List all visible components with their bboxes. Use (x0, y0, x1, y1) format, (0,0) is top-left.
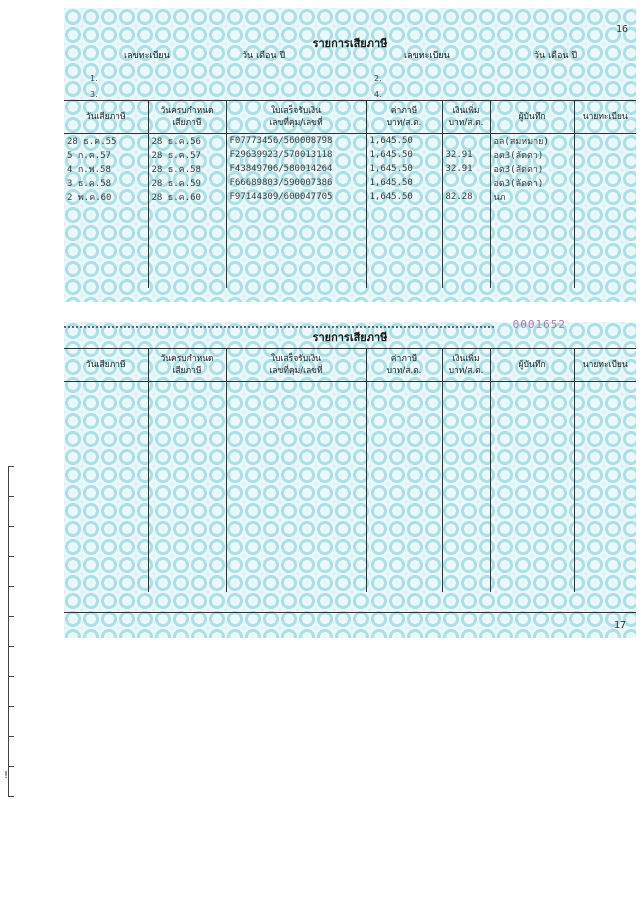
cell-recorder: อด3(ลัดดา) (490, 148, 574, 162)
col-header-registrar: นายทะเบียน (574, 349, 636, 382)
cell-registrar (574, 134, 636, 149)
cell-recorder (490, 218, 574, 232)
cell-recorder (490, 382, 574, 397)
cell-recorder: นภ (490, 190, 574, 204)
cell-paid-date (64, 260, 148, 274)
cell-paid-date (64, 424, 148, 438)
table-row (64, 480, 636, 494)
cell-tax (366, 424, 442, 438)
table-row (64, 246, 636, 260)
reg-header-left: เลขทะเบียน (124, 51, 170, 61)
cell-tax (366, 274, 442, 288)
date-header-right: วัน เดือน ปี (534, 51, 578, 61)
cell-recorder (490, 396, 574, 410)
cell-paid-date: 28 ธ.ค.55 (67, 137, 117, 147)
cell-surcharge (442, 232, 490, 246)
cell-due-date: 28 ธ.ค.59 (148, 176, 226, 190)
cell-receipt (226, 480, 366, 494)
cell-receipt (226, 396, 366, 410)
cell-registrar (574, 536, 636, 550)
margin-tick (8, 616, 14, 617)
cell-recorder (490, 508, 574, 522)
margin-tick (8, 796, 14, 797)
page-title: รายการเสียภาษี (312, 331, 388, 344)
cell-tax (366, 204, 442, 218)
cell-paid-date: 5 ก.ค.57 (67, 151, 111, 161)
table-row (64, 452, 636, 466)
cell-surcharge (442, 578, 490, 592)
cell-tax (366, 396, 442, 410)
tax-table (64, 348, 636, 592)
col-header-recorder: ผู้บันทึก (490, 101, 574, 134)
cell-surcharge (442, 274, 490, 288)
cell-tax (366, 480, 442, 494)
col-header-paid-date: วันเสียภาษี (64, 101, 148, 134)
cell-receipt: F43849706/580014264 (226, 162, 366, 176)
cell-tax (366, 232, 442, 246)
cell-surcharge (442, 466, 490, 480)
cell-receipt (226, 508, 366, 522)
cell-surcharge (442, 550, 490, 564)
cell-paid-date (64, 382, 148, 397)
cell-tax (366, 410, 442, 424)
cell-surcharge (442, 204, 490, 218)
cell-receipt (226, 218, 366, 232)
margin-tick (8, 676, 14, 677)
table-row (64, 536, 636, 550)
cell-registrar (574, 396, 636, 410)
cell-tax (366, 564, 442, 578)
table-row (64, 176, 636, 190)
cell-registrar (574, 246, 636, 260)
cell-receipt (226, 424, 366, 438)
cell-recorder (490, 204, 574, 218)
cell-surcharge (442, 218, 490, 232)
page-title: รายการเสียภาษี (312, 37, 388, 50)
cell-paid-date (64, 204, 148, 218)
col-header-surcharge: เงินเพิ่ม บาท/ส.ต. (442, 101, 490, 134)
cell-due-date (148, 260, 226, 274)
cell-registrar (574, 190, 636, 204)
cell-receipt (226, 410, 366, 424)
cell-registrar (574, 466, 636, 480)
cell-surcharge (442, 410, 490, 424)
cell-registrar (574, 410, 636, 424)
cell-recorder: อด3(ลัดดา) (490, 176, 574, 190)
cell-recorder (490, 410, 574, 424)
col-header-receipt: ใบเสร็จรับเงิน เลขที่คุม/เลขที่ (226, 101, 366, 134)
table-row (64, 410, 636, 424)
margin-tick (8, 586, 14, 587)
table-row (64, 466, 636, 480)
cell-due-date (148, 274, 226, 288)
cell-due-date (148, 410, 226, 424)
cell-due-date (148, 536, 226, 550)
stamp-number: 0001652 (512, 318, 566, 331)
margin-tick (8, 556, 14, 557)
cell-tax (366, 260, 442, 274)
table-row (64, 564, 636, 578)
table-row (64, 578, 636, 592)
reg-row-number: 3. (90, 90, 98, 99)
cell-due-date (148, 396, 226, 410)
table-row (64, 148, 636, 162)
cell-due-date (148, 218, 226, 232)
cell-surcharge (442, 246, 490, 260)
reg-row-number: 2. (374, 74, 382, 83)
table-row (64, 424, 636, 438)
col-header-registrar: นายทะเบียน (574, 101, 636, 134)
tax-table (64, 100, 636, 288)
cell-registrar (574, 232, 636, 246)
table-bottom-rule (64, 612, 636, 613)
cell-registrar (574, 148, 636, 162)
cell-registrar (574, 176, 636, 190)
cell-surcharge (442, 424, 490, 438)
margin-tick (8, 466, 14, 467)
cell-paid-date: 2 พ.ค.60 (67, 193, 112, 203)
cell-recorder (490, 274, 574, 288)
cell-recorder (490, 452, 574, 466)
page-number: 16 (615, 24, 628, 35)
margin-tick (8, 646, 14, 647)
cell-surcharge (442, 536, 490, 550)
cell-surcharge: 32.91 (442, 162, 490, 176)
margin-tick (8, 766, 14, 767)
cell-registrar (574, 274, 636, 288)
cell-receipt (226, 494, 366, 508)
page-number: 17 (613, 620, 626, 631)
cell-surcharge (442, 134, 490, 149)
cell-tax (366, 536, 442, 550)
cell-paid-date (64, 578, 148, 592)
table-row (64, 494, 636, 508)
cell-receipt (226, 232, 366, 246)
cell-due-date (148, 466, 226, 480)
reg-row-number: 4. (374, 90, 382, 99)
cell-paid-date (64, 232, 148, 246)
tax-page-top (64, 8, 636, 302)
cell-due-date: 28 ธ.ค.57 (148, 148, 226, 162)
table-row (64, 522, 636, 536)
cell-tax (366, 494, 442, 508)
col-header-due-date: วันครบกำหนด เสียภาษี (148, 101, 226, 134)
cell-registrar (574, 522, 636, 536)
cell-tax (366, 578, 442, 592)
cell-receipt: F29639923/570013118 (226, 148, 366, 162)
cell-paid-date (64, 550, 148, 564)
margin-ruler (8, 466, 9, 796)
cell-registrar (574, 218, 636, 232)
cell-surcharge (442, 176, 490, 190)
cell-registrar (574, 494, 636, 508)
reg-header-right: เลขทะเบียน (404, 51, 450, 61)
cell-receipt (226, 260, 366, 274)
cell-due-date (148, 522, 226, 536)
cell-receipt (226, 578, 366, 592)
tax-page-bottom (64, 318, 636, 638)
cell-paid-date (64, 494, 148, 508)
cell-tax (366, 452, 442, 466)
cell-paid-date (64, 438, 148, 452)
cell-registrar (574, 578, 636, 592)
cell-receipt: F97144309/600047705 (226, 190, 366, 204)
cell-tax: 1,645.50 (366, 176, 442, 190)
cell-receipt (226, 522, 366, 536)
cell-receipt (226, 438, 366, 452)
col-header-tax: ค่าภาษี บาท/ส.ต. (366, 101, 442, 134)
cell-registrar (574, 260, 636, 274)
cell-paid-date: 4 ก.พ.58 (67, 165, 111, 175)
cell-paid-date (64, 452, 148, 466)
cell-receipt: F66689803/590007386 (226, 176, 366, 190)
cell-receipt (226, 452, 366, 466)
cell-registrar (574, 564, 636, 578)
cell-tax (366, 508, 442, 522)
cell-registrar (574, 452, 636, 466)
margin-mark: ! (4, 770, 9, 781)
cell-due-date (148, 578, 226, 592)
cell-paid-date (64, 218, 148, 232)
cell-due-date (148, 232, 226, 246)
cell-paid-date (64, 522, 148, 536)
cell-registrar (574, 424, 636, 438)
cell-paid-date (64, 508, 148, 522)
cell-recorder (490, 260, 574, 274)
cell-due-date (148, 382, 226, 397)
cell-paid-date (64, 466, 148, 480)
cell-receipt (226, 274, 366, 288)
cell-surcharge (442, 508, 490, 522)
col-header-paid-date: วันเสียภาษี (64, 349, 148, 382)
margin-tick (8, 706, 14, 707)
cell-tax: 1,645.50 (366, 162, 442, 176)
cell-surcharge (442, 260, 490, 274)
cell-recorder (490, 550, 574, 564)
table-row (64, 508, 636, 522)
table-row (64, 232, 636, 246)
cell-registrar (574, 550, 636, 564)
cell-registrar (574, 162, 636, 176)
cell-tax: 1,645.50 (366, 148, 442, 162)
col-header-surcharge: เงินเพิ่ม บาท/ส.ต. (442, 349, 490, 382)
cell-recorder (490, 438, 574, 452)
margin-tick (8, 736, 14, 737)
cell-due-date (148, 550, 226, 564)
cell-surcharge (442, 522, 490, 536)
cell-surcharge (442, 494, 490, 508)
cell-recorder (490, 466, 574, 480)
cell-receipt (226, 466, 366, 480)
cell-tax (366, 550, 442, 564)
cell-recorder (490, 246, 574, 260)
cell-due-date (148, 480, 226, 494)
cell-paid-date (64, 410, 148, 424)
cell-receipt (226, 204, 366, 218)
cell-surcharge (442, 564, 490, 578)
cell-registrar (574, 382, 636, 397)
cell-receipt (226, 564, 366, 578)
table-row (64, 134, 636, 149)
cell-paid-date (64, 480, 148, 494)
cell-tax (366, 382, 442, 397)
cell-registrar (574, 508, 636, 522)
cell-paid-date (64, 564, 148, 578)
cell-registrar (574, 204, 636, 218)
cell-due-date (148, 564, 226, 578)
cell-surcharge (442, 382, 490, 397)
cell-due-date (148, 204, 226, 218)
cell-registrar (574, 438, 636, 452)
cell-due-date: 28 ธ.ค.58 (148, 162, 226, 176)
table-row (64, 274, 636, 288)
table-row (64, 396, 636, 410)
cell-surcharge (442, 452, 490, 466)
cell-recorder (490, 578, 574, 592)
cell-recorder: อด3(ลัดดา) (490, 162, 574, 176)
cell-recorder: อล(สมหมาย) (490, 134, 574, 149)
cell-tax: 1,645.50 (366, 134, 442, 149)
cell-recorder (490, 480, 574, 494)
col-header-due-date: วันครบกำหนด เสียภาษี (148, 349, 226, 382)
table-row (64, 382, 636, 397)
table-row (64, 190, 636, 204)
cell-due-date: 28 ธ.ค.56 (148, 134, 226, 149)
cell-tax: 1,645.50 (366, 190, 442, 204)
cell-paid-date (64, 246, 148, 260)
cell-due-date (148, 424, 226, 438)
cell-recorder (490, 424, 574, 438)
cell-tax (366, 438, 442, 452)
margin-tick (8, 496, 14, 497)
col-header-tax: ค่าภาษี บาท/ส.ต. (366, 349, 442, 382)
cell-surcharge: 32.91 (442, 148, 490, 162)
cell-tax (366, 522, 442, 536)
cell-tax (366, 246, 442, 260)
table-row (64, 438, 636, 452)
table-row (64, 218, 636, 232)
table-row (64, 550, 636, 564)
cell-registrar (574, 480, 636, 494)
col-header-receipt: ใบเสร็จรับเงิน เลขที่คุม/เลขที่ (226, 349, 366, 382)
cell-receipt: F07773456/560008798 (226, 134, 366, 149)
cell-due-date (148, 452, 226, 466)
cell-receipt (226, 246, 366, 260)
cell-paid-date (64, 536, 148, 550)
cell-recorder (490, 494, 574, 508)
table-row (64, 204, 636, 218)
cell-receipt (226, 550, 366, 564)
cell-recorder (490, 522, 574, 536)
cell-paid-date (64, 274, 148, 288)
table-row (64, 260, 636, 274)
margin-tick (8, 526, 14, 527)
cell-surcharge (442, 396, 490, 410)
cell-surcharge (442, 480, 490, 494)
cell-tax (366, 218, 442, 232)
table-row (64, 162, 636, 176)
cell-paid-date: 3 ธ.ค.58 (67, 179, 112, 189)
cell-due-date (148, 508, 226, 522)
col-header-recorder: ผู้บันทึก (490, 349, 574, 382)
cell-surcharge: 82.28 (442, 190, 490, 204)
cell-receipt (226, 536, 366, 550)
cell-receipt (226, 382, 366, 397)
cell-paid-date (64, 396, 148, 410)
cell-surcharge (442, 438, 490, 452)
date-header-left: วัน เดือน ปี (242, 51, 286, 61)
cell-recorder (490, 536, 574, 550)
reg-row-number: 1. (90, 74, 98, 83)
cell-due-date (148, 494, 226, 508)
cell-tax (366, 466, 442, 480)
cell-due-date (148, 438, 226, 452)
cell-due-date (148, 246, 226, 260)
cell-due-date: 28 ธ.ค.60 (148, 190, 226, 204)
cell-recorder (490, 232, 574, 246)
cell-recorder (490, 564, 574, 578)
